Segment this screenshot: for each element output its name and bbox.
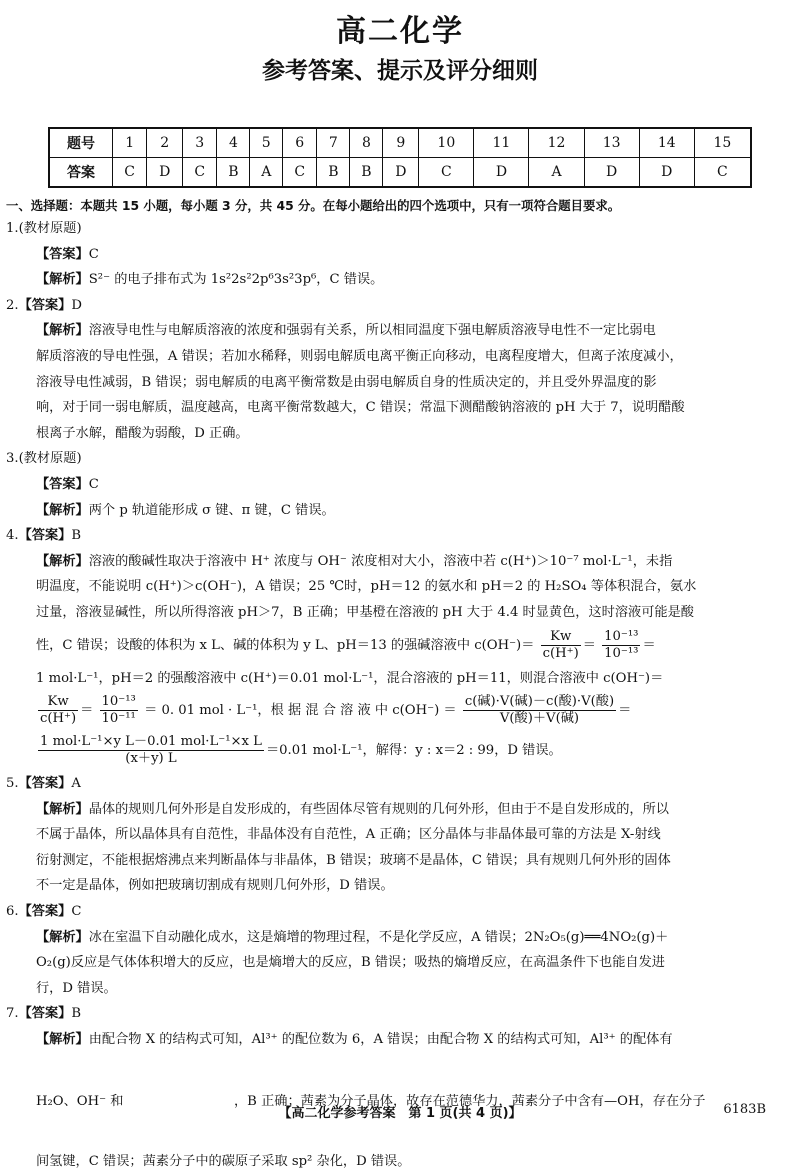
solutions-body (6, 216, 768, 1174)
footer-code: 6183B (723, 1102, 766, 1117)
answer-cell: A (250, 158, 283, 188)
explanation-line: 明温度，不能说明 c(H⁺)＞c(OH⁻)，A 错误；25 ℃时，pH＝12 的氨水和 pH＝2 的 H₂SO₄ 等体积混合，氨水 (36, 579, 697, 595)
question-number-cell: 6 (283, 128, 317, 158)
page-title: 高二化学 (336, 14, 464, 49)
structure-line (36, 1053, 768, 1149)
question-number-cell: 11 (474, 128, 529, 158)
answer-cell: D (383, 158, 419, 188)
answer-cell: D (474, 158, 529, 188)
explanation-line-formula: 性，C 错误；设酸的体积为 x L、碱的体积为 y L、pH＝13 的强碱溶液中 c(OH⁻)＝ $\frac{Kw}{c(H^+)}$ ＝ $\frac{\text{10⁻¹³}}{\text{10⁻¹³}}$ ＝ (36, 628, 656, 661)
explanation-line: 不一定是晶体，例如把玻璃切割成有规则几何外形，D 错误。 (36, 878, 394, 894)
question-number-cell: 15 (694, 128, 751, 158)
question-6-explanation: 【解析】冰在室温下自动融化成水，这是熵增的物理过程，不是化学反应，A 错误；2N₂O₅(g)══4NO₂(g)＋ (36, 929, 669, 945)
question-5-explanation: 【解析】晶体的规则几何外形是自发形成的，有些固体尽管有规则的几何外形，但由于不是自发形成的，所以 (36, 801, 669, 817)
fraction: $\frac{\text{10⁻¹³}}{\text{10⁻¹¹}}$ (101, 694, 136, 727)
fraction: $\frac{\text{c(碱)·V(碱)－c(酸)·V(酸)}}{\text{V(酸)＋V(碱)}}$ (464, 694, 615, 727)
footer-page-info: 【高二化学参考答案 第 1 页(共 4 页)】 (278, 1106, 522, 1121)
question-3-explanation: 【解析】两个 p 轨道能形成 σ 键、π 键，C 错误。 (36, 502, 335, 518)
ligand-prefix: H₂O、OH⁻ 和 (36, 1093, 124, 1109)
question-7-explanation: 【解析】由配合物 X 的结构式可知，Al³⁺ 的配位数为 6，A 错误；由配合物 X 的结构式可知，Al³⁺ 的配体有 (36, 1032, 673, 1048)
question-1-header: 1.(教材原题) (6, 221, 82, 236)
question-1-explanation: 【解析】S²⁻ 的电子排布式为 1s²2s²2p⁶3s²3p⁶，C 错误。 (36, 272, 384, 288)
question-number-cell: 4 (217, 128, 250, 158)
question-4-explanation: 【解析】溶液的酸碱性取决于溶液中 H⁺ 浓度与 OH⁻ 浓度相对大小，溶液中若 c(H⁺)＞10⁻⁷ mol·L⁻¹，未指 (36, 553, 673, 569)
question-number-cell: 14 (639, 128, 694, 158)
question-6-answer: 6.【答案】C (6, 904, 82, 920)
question-number-cell: 3 (183, 128, 217, 158)
answer-table-answer-row (49, 158, 751, 188)
question-number-cell: 8 (350, 128, 383, 158)
fraction: $\frac{\text{1 mol·L⁻¹×y L－0.01 mol·L⁻¹×x L}}{(x+y) L}$ (40, 734, 262, 767)
question-1-answer: 【答案】C (36, 246, 99, 262)
question-2-answer: 2.【答案】D (6, 297, 82, 313)
explanation-line: 行，D 错误。 (36, 980, 117, 996)
explanation-line: O₂(g)反应是气体体积增大的反应，也是熵增大的反应，B 错误；吸热的熵增反应，在高温条件下也能自发进 (36, 955, 665, 971)
question-5-answer: 5.【答案】A (6, 776, 81, 792)
question-7-answer: 7.【答案】B (6, 1006, 82, 1022)
explanation-line: 衍射测定，不能根据熔沸点来判断晶体与非晶体，B 错误；玻璃不是晶体，C 错误；具有规则几何外形的固体 (36, 852, 671, 868)
answer-cell: B (317, 158, 350, 188)
fraction: $\frac{Kw}{c(H^+)}$ (542, 628, 579, 661)
question-3-header: 3.(教材原题) (6, 451, 82, 467)
question-4-answer: 4.【答案】B (6, 528, 82, 544)
row-label: 答案 (49, 158, 113, 188)
explanation-line: 溶液导电性减弱，B 错误；弱电解质的电离平衡常数是由弱电解质自身的性质决定的，并且受外界温度的影 (36, 374, 657, 390)
explanation-line: 过量，溶液显碱性，所以所得溶液 pH＞7，B 正确；甲基橙在溶液的 pH 大于 4.4 时显黄色，这时溶液可能是酸 (36, 604, 694, 620)
explanation-line-formula: $\frac{Kw}{c(H^+)}$ ＝ $\frac{\text{10⁻¹³}}{\text{10⁻¹¹}}$ ＝ 0. 01 mol · L⁻¹，根 据 混 合 溶 液 中 c(OH⁻) ＝ $\frac{\text{c(碱)·V(碱)－c(酸)·V(酸)}}{\text{V(酸)＋V(碱)}}$ ＝ (40, 694, 632, 727)
fraction: $\frac{\text{10⁻¹³}}{\text{10⁻¹³}}$ (604, 628, 639, 661)
answer-cell: D (147, 158, 183, 188)
answer-cell: C (694, 158, 751, 188)
explanation-line: 不属于晶体，所以晶体具有自范性，非晶体没有自范性，A 正确；区分晶体与非晶体最可靠的方法是 X-射线 (36, 827, 661, 843)
explanation-line: 解质溶液的导电性强，A 错误；若加水稀释，则弱电解质电离平衡正向移动，电离程度增大，但离子浓度减小， (36, 348, 683, 364)
fraction: $\frac{Kw}{c(H^+)}$ (40, 694, 77, 727)
question-number-cell: 10 (419, 128, 474, 158)
question-number-cell: 13 (584, 128, 639, 158)
explanation-line: 间氢键，C 错误；茜素分子中的碳原子采取 sp² 杂化，D 错误。 (36, 1153, 411, 1169)
question-number-cell: 5 (250, 128, 283, 158)
explanation-line: 响，对于同一弱电解质，温度越高，电离平衡常数越大，C 错误；常温下测醋酸钠溶液的 pH 大于 7，说明醋酸 (36, 400, 685, 416)
question-number-cell: 2 (147, 128, 183, 158)
explanation-line: 1 mol·L⁻¹，pH＝2 的强酸溶液中 c(H⁺)＝0.01 mol·L⁻¹，混合溶液的 pH＝11，则混合溶液中 c(OH⁻)＝ (36, 670, 664, 686)
row-label: 题号 (49, 128, 113, 158)
question-number-cell: 9 (383, 128, 419, 158)
explanation-line: 根离子水解，醋酸为弱酸，D 正确。 (36, 425, 249, 441)
page-subtitle: 参考答案、提示及评分细则 (262, 58, 538, 84)
answer-cell: B (350, 158, 383, 188)
answer-cell: C (283, 158, 317, 188)
answer-cell: C (113, 158, 147, 188)
question-number-cell: 1 (113, 128, 147, 158)
section-title: 一、选择题：本题共 15 小题，每小题 3 分，共 45 分。在每小题给出的四个选项中，只有一项符合题目要求。 (6, 198, 621, 213)
answer-cell: C (183, 158, 217, 188)
answer-cell: B (217, 158, 250, 188)
answer-cell: D (639, 158, 694, 188)
question-3-answer: 【答案】C (36, 476, 99, 492)
answer-cell: D (584, 158, 639, 188)
question-2-explanation: 【解析】溶液导电性与电解质溶液的浓度和强弱有关系，所以相同温度下强电解质溶液导电性不一定比弱电 (36, 323, 656, 339)
explanation-line-formula: $\frac{\text{1 mol·L⁻¹×y L－0.01 mol·L⁻¹×x L}}{(x+y) L}$ ＝0.01 mol·L⁻¹，解得：y : x＝2 : 99，D 错误。 (40, 734, 562, 767)
answer-table (48, 127, 752, 188)
answer-cell: C (419, 158, 474, 188)
answer-cell: A (529, 158, 584, 188)
answer-table-number-row (49, 128, 751, 158)
question-number-cell: 12 (529, 128, 584, 158)
question-number-cell: 7 (317, 128, 350, 158)
ligand-suffix: ，B 正确；茜素为分子晶体，故存在范德华力，茜素分子中含有—OH，存在分子 (234, 1093, 706, 1109)
